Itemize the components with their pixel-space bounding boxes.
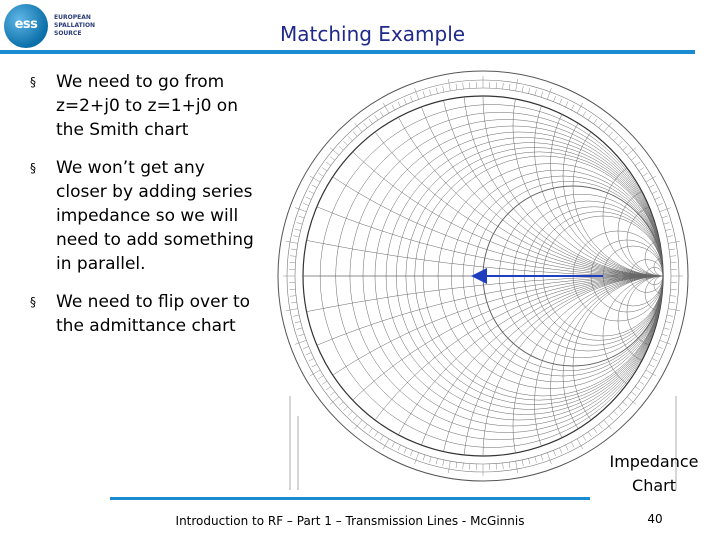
- scale-tick: [668, 309, 680, 311]
- scale-tick: [322, 168, 327, 171]
- logo-line-3: SOURCE: [54, 30, 82, 37]
- scale-tick: [443, 460, 444, 466]
- bullet-marker: §: [30, 75, 36, 89]
- scale-tick: [430, 90, 432, 96]
- chart-caption: [598, 450, 710, 498]
- scale-tick: [649, 364, 654, 367]
- scale-tick: [306, 352, 311, 354]
- scale-tick: [594, 119, 598, 124]
- scale-tick: [369, 119, 373, 124]
- scale-tick: [297, 328, 303, 330]
- scale-tick: [306, 197, 311, 199]
- scale-tick: [298, 216, 304, 218]
- scale-tick: [639, 168, 644, 171]
- scale-tick: [657, 203, 663, 205]
- scale-tick: [410, 450, 412, 456]
- scale-tick: [298, 334, 304, 336]
- scale-tick: [655, 197, 660, 199]
- scale-tick: [635, 162, 640, 166]
- scale-tick: [398, 102, 401, 107]
- scale-tick: [652, 191, 657, 194]
- scale-tick: [583, 435, 586, 440]
- scale-tick: [535, 90, 537, 96]
- scale-tick: [326, 387, 331, 391]
- scale-tick: [547, 88, 551, 99]
- scale-tick: [423, 91, 425, 97]
- scale-tick: [594, 428, 598, 433]
- scale-tick: [369, 428, 373, 433]
- scale-tick: [303, 346, 309, 348]
- scale-tick: [290, 256, 296, 257]
- scale-tick: [295, 208, 306, 212]
- reactance-arc: [551, 66, 699, 276]
- scale-tick: [364, 123, 368, 128]
- scale-tick: [657, 346, 663, 348]
- scale-tick: [380, 435, 383, 440]
- scale-tick: [410, 96, 412, 102]
- scale-tick: [571, 442, 574, 447]
- scale-tick: [312, 185, 317, 188]
- scale-tick: [448, 461, 450, 473]
- scale-tick: [662, 334, 668, 336]
- page-number: 40: [647, 512, 663, 526]
- scale-tick: [415, 88, 419, 99]
- scale-tick: [599, 123, 603, 128]
- scale-tick: [665, 321, 671, 322]
- reactance-arc: [363, 66, 698, 276]
- scale-tick: [309, 358, 314, 361]
- scale-tick: [547, 453, 551, 464]
- scale-tick: [463, 83, 464, 89]
- scale-tick: [380, 111, 383, 116]
- bullet-item: [30, 290, 260, 338]
- scale-tick: [660, 208, 671, 212]
- scale-tick: [618, 141, 622, 145]
- scale-tick: [516, 79, 518, 91]
- scale-tick: [286, 309, 298, 311]
- scale-tick: [522, 86, 523, 92]
- scale-tick: [339, 402, 343, 406]
- scale-tick: [293, 315, 299, 316]
- scale-tick: [509, 462, 510, 468]
- scale-tick: [583, 111, 586, 116]
- scale-tick: [588, 115, 591, 120]
- scale-tick: [528, 458, 529, 464]
- scale-tick: [559, 99, 561, 104]
- bullet-text: We won’t get any closer by adding series impedance so we will need to add something in parallel.: [56, 158, 254, 274]
- scale-tick: [631, 392, 636, 396]
- scale-tick: [664, 223, 670, 225]
- scale-tick: [642, 376, 647, 379]
- scale-tick: [330, 157, 335, 161]
- scale-tick: [655, 352, 660, 354]
- scale-tick: [443, 86, 444, 92]
- scale-tick: [609, 132, 613, 136]
- scale-tick: [392, 105, 395, 110]
- scale-tick: [667, 236, 673, 237]
- scale-tick: [318, 173, 323, 176]
- scale-tick: [553, 96, 555, 102]
- scale-tick: [423, 455, 425, 461]
- caption-line-2: Chart: [632, 476, 676, 495]
- scale-tick: [330, 392, 335, 396]
- bullet-marker: §: [30, 161, 36, 175]
- smith-grid: [268, 66, 698, 490]
- scale-tick: [392, 442, 395, 447]
- scale-tick: [503, 83, 504, 89]
- scale-tick: [649, 185, 654, 188]
- bullet-marker: §: [30, 295, 36, 309]
- bullet-text: We need to go from z=2+j0 to z=1+j0 on the Smith chart: [56, 72, 238, 140]
- footer-rule: [110, 497, 590, 500]
- scale-tick: [364, 424, 368, 429]
- scale-tick: [635, 387, 640, 391]
- scale-tick: [670, 256, 676, 257]
- scale-tick: [535, 457, 537, 463]
- scale-tick: [312, 364, 317, 367]
- scale-tick: [565, 102, 568, 107]
- scale-tick: [290, 296, 296, 297]
- scale-tick: [295, 340, 306, 344]
- ess-logo: [4, 4, 114, 48]
- scale-tick: [404, 99, 406, 104]
- bullet-item: [30, 70, 260, 142]
- scale-tick: [309, 191, 314, 194]
- scale-tick: [343, 407, 347, 411]
- title-rule: [0, 50, 695, 54]
- scale-tick: [375, 432, 378, 437]
- scale-tick: [295, 229, 301, 230]
- scale-tick: [599, 424, 603, 429]
- scale-tick: [565, 445, 568, 450]
- scale-tick: [618, 407, 622, 411]
- scale-tick: [541, 455, 543, 461]
- caption-line-1: Impedance: [609, 452, 699, 471]
- scale-tick: [297, 223, 303, 225]
- scale-tick: [291, 302, 297, 303]
- bullet-list: [30, 70, 260, 352]
- scale-tick: [665, 229, 671, 230]
- scale-tick: [436, 458, 437, 464]
- scale-tick: [295, 321, 301, 322]
- scale-tick: [430, 457, 432, 463]
- smith-chart: [268, 66, 698, 490]
- scale-tick: [588, 432, 591, 437]
- scale-tick: [541, 91, 543, 97]
- scale-tick: [286, 241, 298, 243]
- scale-tick: [652, 358, 657, 361]
- logo-mark: ess: [14, 17, 38, 32]
- scale-tick: [609, 416, 613, 420]
- scale-tick: [639, 381, 644, 384]
- scale-tick: [623, 146, 627, 150]
- scale-tick: [463, 463, 464, 469]
- scale-tick: [623, 402, 627, 406]
- scale-tick: [448, 79, 450, 91]
- scale-tick: [667, 315, 673, 316]
- scale-tick: [318, 376, 323, 379]
- scale-tick: [348, 411, 352, 415]
- scale-tick: [669, 249, 675, 250]
- scale-tick: [375, 115, 378, 120]
- scale-tick: [664, 328, 670, 330]
- scale-tick: [348, 136, 352, 140]
- scale-tick: [415, 453, 419, 464]
- scale-tick: [516, 461, 518, 473]
- scale-tick: [669, 302, 675, 303]
- scale-tick: [614, 411, 618, 415]
- scale-tick: [642, 173, 647, 176]
- logo-text: [54, 14, 114, 38]
- scale-tick: [353, 416, 357, 420]
- scale-tick: [553, 450, 555, 456]
- scale-tick: [398, 445, 401, 450]
- footer-text: Introduction to RF – Part 1 – Transmission Lines - McGinnis: [175, 514, 525, 528]
- scale-tick: [662, 216, 668, 218]
- scale-tick: [293, 236, 299, 237]
- scale-tick: [436, 88, 437, 94]
- scale-tick: [559, 448, 561, 453]
- scale-tick: [303, 203, 309, 205]
- bullet-item: [30, 156, 260, 276]
- reactance-arc: [534, 66, 698, 276]
- scale-tick: [343, 141, 347, 145]
- scale-tick: [571, 105, 574, 110]
- scale-tick: [509, 84, 510, 90]
- scale-tick: [339, 146, 343, 150]
- bullet-text: We need to flip over to the admittance chart: [56, 292, 251, 336]
- scale-tick: [322, 381, 327, 384]
- logo-line-1: EUROPEAN: [54, 14, 91, 21]
- scale-tick: [522, 460, 523, 466]
- scale-tick: [660, 340, 671, 344]
- scale-tick: [528, 88, 529, 94]
- scale-tick: [668, 241, 680, 243]
- scale-tick: [404, 448, 406, 453]
- slide-title: Matching Example: [280, 22, 466, 46]
- scale-tick: [614, 136, 618, 140]
- scale-tick: [456, 462, 457, 468]
- scale-tick: [631, 157, 636, 161]
- scale-tick: [456, 84, 457, 90]
- scale-tick: [326, 162, 331, 166]
- logo-line-2: SPALLATION: [54, 22, 96, 29]
- scale-tick: [503, 463, 504, 469]
- scale-tick: [670, 296, 676, 297]
- scale-tick: [353, 132, 357, 136]
- scale-tick: [291, 249, 297, 250]
